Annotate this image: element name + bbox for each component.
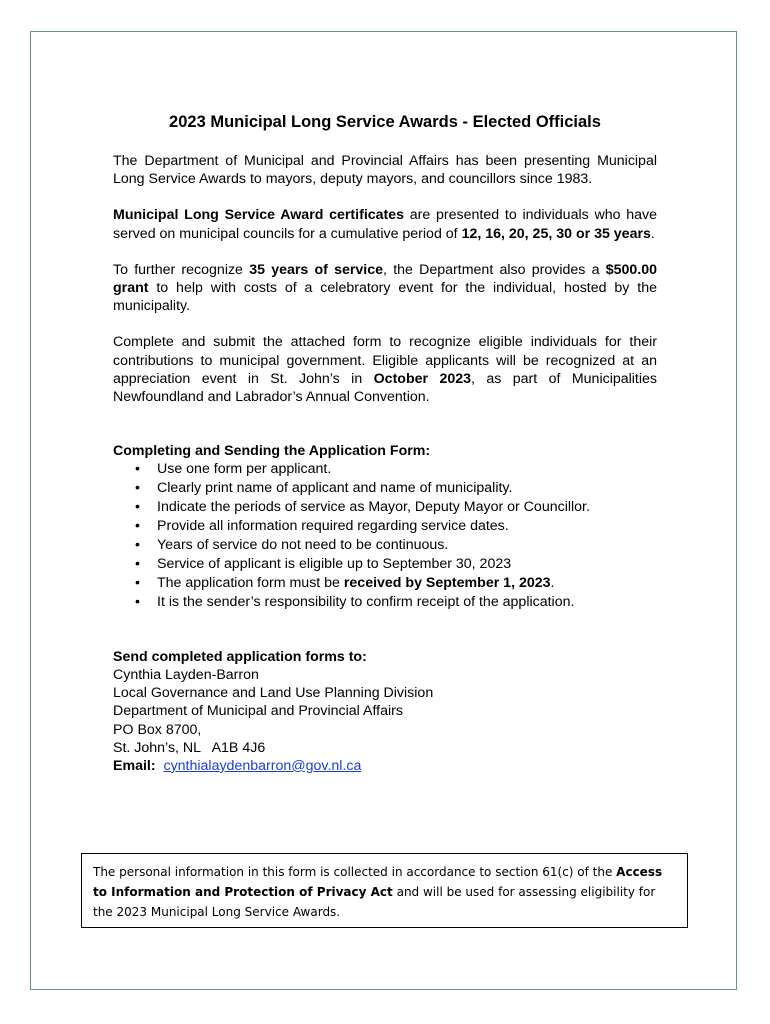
document-title: 2023 Municipal Long Service Awards - Elected Officials: [169, 113, 601, 131]
intro-paragraph: The Department of Municipal and Provincial Affairs has been presenting Municipal Long Service Awards to mayors, deputy mayors, and councillors since 1983.: [113, 153, 657, 188]
submit-text-start: Complete and submit the attached form to recognize eligible individuals for their contributions to municipal government. Eligible applicants will be recognized at an appreciation event in St. John’s in: [113, 334, 657, 387]
mailing-address: [113, 648, 657, 775]
deadline-end: .: [550, 574, 555, 591]
list-item: • Years of service do not need to be continuous.: [157, 536, 657, 555]
list-item: • Clearly print name of applicant and name of municipality.: [157, 479, 657, 498]
privacy-text-start: The personal information in this form is collected in accordance to section 61(c) of the: [93, 865, 617, 879]
privacy-notice-box: [81, 853, 688, 928]
event-date: October 2023: [373, 370, 472, 387]
list-item: • Use one form per applicant.: [157, 460, 657, 479]
list-item: • Service of applicant is eligible up to September 30, 2023: [157, 555, 657, 574]
submit-text-end: , as part of Municipalities Newfoundland and Labrador’s Annual Convention.: [113, 370, 658, 406]
email-line: [113, 757, 657, 775]
city-postal: St. John’s, NL A1B 4J6: [113, 739, 266, 756]
contact-name: Cynthia Layden-Barron: [113, 666, 259, 683]
eligible-years: 12, 16, 20, 25, 30 or 35 years: [461, 225, 651, 242]
department-name: Department of Municipal and Provincial Affairs: [113, 703, 403, 720]
privacy-notice: [93, 862, 677, 922]
email-label: Email:: [113, 757, 156, 774]
submit-paragraph: [113, 333, 657, 406]
certificates-lead: Municipal Long Service Award certificates: [113, 207, 405, 224]
send-to-heading: [113, 648, 657, 666]
division-name: Local Governance and Land Use Planning Division: [113, 685, 434, 702]
privacy-act-name: Access to Information and Protection of Privacy Act: [93, 865, 663, 899]
privacy-text-end: and will be used for assessing eligibility for the 2023 Municipal Long Service Awards.: [93, 885, 656, 919]
document-body: [113, 112, 657, 775]
certificates-text: are presented to individuals who have served on municipal councils for a cumulative period of: [113, 207, 657, 242]
list-item-deadline: [157, 574, 657, 593]
list-item: • Indicate the periods of service as Mayor, Deputy Mayor or Councillor.: [157, 498, 657, 517]
email-link[interactable]: cynthialaydenbarron@gov.nl.ca: [163, 757, 362, 774]
deadline-text: The application form must be: [157, 574, 344, 591]
certificates-paragraph: [113, 206, 657, 242]
send-to-heading-text: Send completed application forms to:: [113, 648, 367, 665]
service-years: 35 years of service: [249, 261, 384, 278]
list-item: • Provide all information required regarding service dates.: [157, 517, 657, 536]
grant-paragraph: [113, 261, 657, 316]
instructions-list: [113, 460, 657, 611]
po-box: PO Box 8700,: [113, 721, 202, 738]
grant-text-end: to help with costs of a celebratory event for the individual, hosted by the municipality.: [113, 280, 657, 315]
list-item: • It is the sender’s responsibility to confirm receipt of the application.: [157, 593, 657, 612]
grant-text-start: To further recognize: [113, 261, 250, 278]
grant-text-mid: , the Department also provides a: [383, 261, 606, 278]
instructions-heading: [113, 442, 657, 460]
instructions-heading-text: Completing and Sending the Application Form:: [113, 443, 431, 460]
grant-amount: $500.00 grant: [113, 261, 658, 297]
certificates-end: .: [650, 225, 655, 242]
deadline-date: received by September 1, 2023: [343, 574, 551, 591]
